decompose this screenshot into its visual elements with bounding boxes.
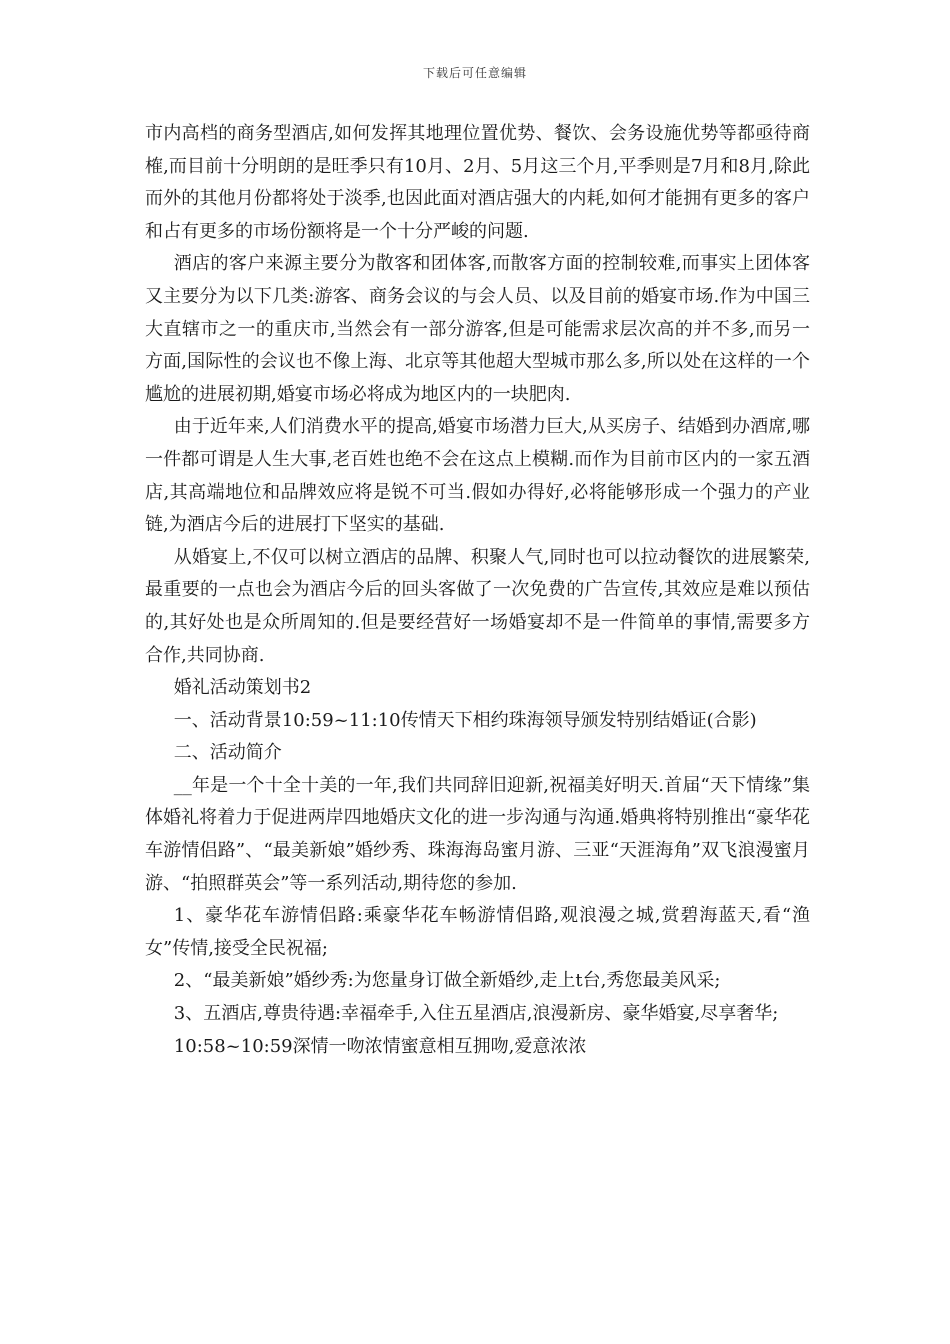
list-item-bridal-show: 2、“最美新娘”婚纱秀:为您量身订做全新婚纱,走上t台,秀您最美风采; — [173, 970, 721, 992]
schedule-item-kiss: 10:58~10:59深情一吻浓情蜜意相互拥吻,爱意浓浓 — [173, 1035, 587, 1057]
paragraph-wedding-benefits: 从婚宴上,不仅可以树立酒店的品牌、积聚人气,同时也可以拉动餐饮的进展繁荣,最重要的一点也会为酒店今后的回头客做了一次免费的广告宣传,其效应是难以预估的,其好处也是众所周知的.但是要经营好一场婚宴却不是一件简单的事情,需要多方合作,共同协商. — [145, 546, 810, 666]
paragraph-activity-intro: __年是一个十全十美的一年,我们共同辞旧迎新,祝福美好明天.首届“天下情缘”集体婚礼将着力于促进两岸四地婚庆文化的进一步沟通与沟通.婚典将特别推出“豪华花车游情侣路”、“最美新娘”婚纱秀、珠海海岛蜜月游、三亚“天涯海角”双飞浪漫蜜月游、“拍照群英会”等一系列活动,期待您的参加. — [145, 774, 810, 894]
paragraph-market-potential: 由于近年来,人们消费水平的提高,婚宴市场潜力巨大,从买房子、结婚到办酒席,哪一件都可谓是人生大事,老百姓也绝不会在这点上模糊.而作为目前市区内的一家五酒店,其高端地位和品牌效应将是锐不可当.假如办得好,必将能够形成一个强力的产业链,为酒店今后的进展打下坚实的基础. — [145, 416, 810, 536]
paragraph-customer-sources: 酒店的客户来源主要分为散客和团体客,而散客方面的控制较难,而事实上团体客又主要分为以下几类:游客、商务会议的与会人员、以及目前的婚宴市场.作为中国三大直辖市之一的重庆市,当然会有一部分游客,但是可能需求层次高的并不多,而另一方面,国际性的会议也不像上海、北京等其他超大型城市那么多,所以处在这样的一个尴尬的进展初期,婚宴市场必将成为地区内的一块肥肉. — [145, 253, 810, 405]
paragraph-hotel-season: 市内高档的商务型酒店,如何发挥其地理位置优势、餐饮、会务设施优势等都亟待商榷,而目前十分明朗的是旺季只有10月、2月、5月这三个月,平季则是7月和8月,除此而外的其他月份都将处于淡季,也因此面对酒店强大的内耗,如何才能拥有更多的客户和占有更多的市场份额将是一个十分严峻的问题. — [145, 123, 810, 242]
section-title-plan-2: 婚礼活动策划书2 — [173, 677, 312, 699]
page-header: 下载后可任意编辑 — [422, 66, 527, 80]
list-item-hotel: 3、五酒店,尊贵待遇:幸福牵手,入住五星酒店,浪漫新房、豪华婚宴,尽享奢华; — [173, 1003, 779, 1025]
list-item-flower-car: 1、豪华花车游情侣路:乘豪华花车畅游情侣路,观浪漫之城,赏碧海蓝天,看“渔女”传情,接受全民祝福; — [145, 905, 810, 959]
document-body — [145, 118, 810, 1063]
heading-activity-background: 一、活动背景10:59~11:10传情天下相约珠海领导颁发特别结婚证(合影) — [173, 709, 757, 731]
heading-activity-intro: 二、活动简介 — [173, 742, 282, 764]
